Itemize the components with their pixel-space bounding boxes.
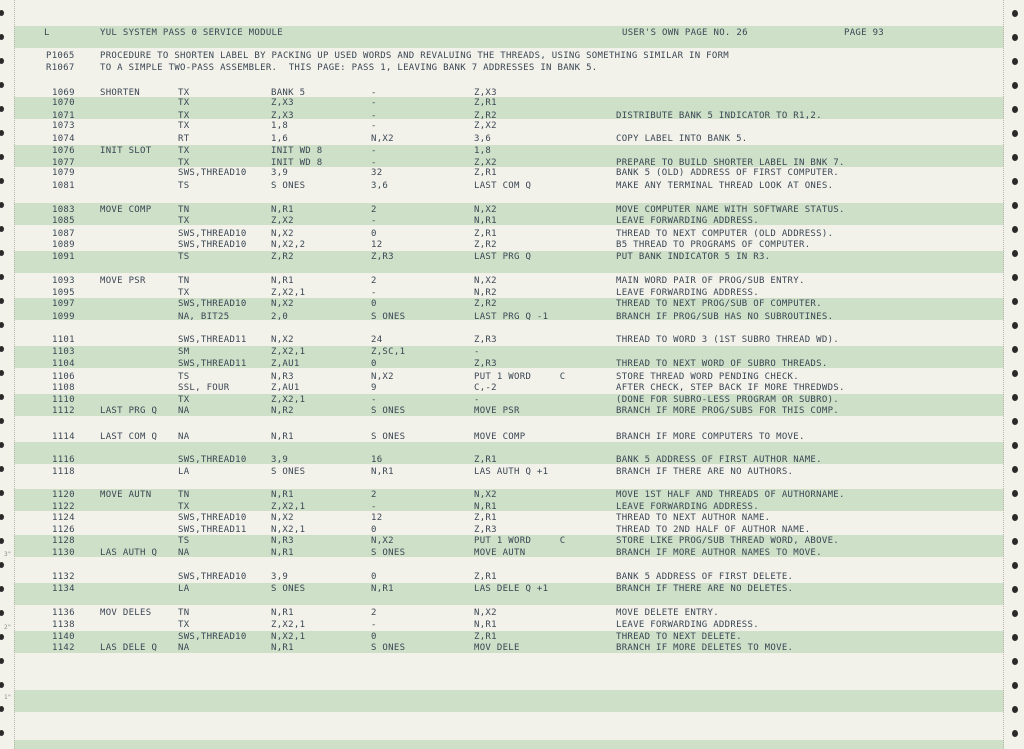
row-line-number: 1077 [52, 158, 75, 168]
row-operation: SWS,THREAD10 [178, 168, 247, 178]
row-operand-1: INIT WD 8 [271, 146, 323, 156]
row-operand-3: Z,X3 [474, 88, 497, 98]
row-operand-1: Z,X2,1 [271, 347, 306, 357]
row-comment: LEAVE FORWARDING ADDRESS. [616, 288, 759, 298]
row-operation: SSL, FOUR [178, 383, 230, 393]
procedure-line-2-text: TO A SIMPLE TWO-PASS ASSEMBLER. THIS PAGE: PASS 1, LEAVING BANK 7 ADDRESSES IN BANK 5. [100, 63, 598, 73]
row-operand-3: - [474, 395, 480, 405]
row-comment: THREAD TO WORD 3 (1ST SUBRO THREAD WD). [616, 335, 840, 345]
row-label: SHORTEN [100, 88, 141, 98]
row-operand-1: N,X2,1 [271, 632, 306, 642]
row-operation: TN [178, 205, 190, 215]
row-line-number: 1118 [52, 467, 75, 477]
row-operand-1: N,X2 [271, 335, 294, 345]
listing-row [0, 298, 1024, 310]
row-operand-2: - [371, 111, 377, 121]
row-operand-2: - [371, 395, 377, 405]
row-operation: TX [178, 121, 190, 131]
row-operand-2: 2 [371, 205, 377, 215]
row-operand-1: INIT WD 8 [271, 158, 323, 168]
row-line-number: 1130 [52, 548, 75, 558]
row-comment: LEAVE FORWARDING ADDRESS. [616, 216, 759, 226]
row-operand-2: 32 [371, 168, 383, 178]
row-operand-1: Z,X3 [271, 111, 294, 121]
row-comment: PUT BANK INDICATOR 5 IN R3. [616, 252, 771, 262]
row-operation: TX [178, 216, 190, 226]
row-label: LAS AUTH Q [100, 548, 158, 558]
header-page-number: PAGE 93 [844, 28, 885, 38]
row-line-number: 1089 [52, 240, 75, 250]
listing-row [0, 571, 1024, 583]
row-line-number: 1104 [52, 359, 75, 369]
row-operand-2: S ONES [371, 643, 406, 653]
row-line-number: 1108 [52, 383, 75, 393]
row-operand-1: N,R2 [271, 406, 294, 416]
row-operand-1: 1,6 [271, 134, 289, 144]
row-operand-3: MOVE COMP [474, 432, 526, 442]
row-comment: BANK 5 (OLD) ADDRESS OF FIRST COMPUTER. [616, 168, 840, 178]
listing-row [0, 489, 1024, 501]
row-operand-2: - [371, 121, 377, 131]
row-operation: TX [178, 620, 190, 630]
row-operand-1: 3,9 [271, 455, 289, 465]
row-operand-1: Z,X2,1 [271, 502, 306, 512]
listing-row [0, 358, 1024, 370]
row-comment: THREAD TO 2ND HALF OF AUTHOR NAME. [616, 525, 811, 535]
row-operand-3: Z,R3 [474, 335, 497, 345]
row-operand-3: LAST COM Q [474, 181, 532, 191]
row-line-number: 1106 [52, 372, 75, 382]
row-line-number: 1124 [52, 513, 75, 523]
listing-row [0, 431, 1024, 443]
row-operand-3: N,X2 [474, 490, 497, 500]
row-operation: TX [178, 146, 190, 156]
row-operand-3: LAST PRG Q -1 [474, 312, 549, 322]
row-comment: BRANCH IF THERE ARE NO DELETES. [616, 584, 794, 594]
row-operand-2: - [371, 158, 377, 168]
listing-row [0, 535, 1024, 547]
row-operation: NA, BIT25 [178, 312, 230, 322]
listing-row [0, 251, 1024, 263]
row-operation: TN [178, 490, 190, 500]
row-operand-3: N,R1 [474, 620, 497, 630]
row-operand-2: 16 [371, 455, 383, 465]
row-operand-2: S ONES [371, 406, 406, 416]
row-comment: MOVE DELETE ENTRY. [616, 608, 719, 618]
listing-row [0, 547, 1024, 559]
listing-row [0, 145, 1024, 157]
row-operation: TS [178, 372, 190, 382]
row-operand-3: Z,R1 [474, 229, 497, 239]
row-operation: SWS,THREAD10 [178, 632, 247, 642]
row-comment: THREAD TO NEXT AUTHOR NAME. [616, 513, 771, 523]
row-operand-2: 2 [371, 276, 377, 286]
row-operation: SWS,THREAD10 [178, 229, 247, 239]
listing-row [0, 619, 1024, 631]
row-line-number: 1120 [52, 490, 75, 500]
listing-row [0, 180, 1024, 192]
row-operand-3: Z,R2 [474, 299, 497, 309]
row-operand-3: Z,R3 [474, 359, 497, 369]
row-operand-1: BANK 5 [271, 88, 306, 98]
row-comment: THREAD TO NEXT WORD OF SUBRO THREADS. [616, 359, 828, 369]
row-line-number: 1132 [52, 572, 75, 582]
row-label: MOVE AUTN [100, 490, 152, 500]
row-operand-2: S ONES [371, 432, 406, 442]
row-operand-3: N,R1 [474, 216, 497, 226]
row-operand-2: 3,6 [371, 181, 389, 191]
row-operand-3: MOV DELE [474, 643, 520, 653]
row-operand-3: Z,X2 [474, 158, 497, 168]
row-operand-3: LAS DELE Q +1 [474, 584, 549, 594]
row-comment: BRANCH IF PROG/SUB HAS NO SUBROUTINES. [616, 312, 834, 322]
row-line-number: 1126 [52, 525, 75, 535]
row-operand-2: N,X2 [371, 372, 394, 382]
row-label: LAST PRG Q [100, 406, 158, 416]
row-operand-2: 2 [371, 490, 377, 500]
row-operand-2: S ONES [371, 312, 406, 322]
row-operand-1: N,X2,1 [271, 525, 306, 535]
row-comment: THREAD TO NEXT PROG/SUB OF COMPUTER. [616, 299, 822, 309]
procedure-line-2 [0, 62, 1024, 74]
row-line-number: 1134 [52, 584, 75, 594]
row-operation: TX [178, 98, 190, 108]
row-operand-2: 12 [371, 240, 383, 250]
row-line-number: 1116 [52, 455, 75, 465]
row-operand-1: Z,R2 [271, 252, 294, 262]
row-operand-3: C,-2 [474, 383, 497, 393]
row-operand-2: Z,R3 [371, 252, 394, 262]
row-comment: PREPARE TO BUILD SHORTER LABEL IN BNK 7. [616, 158, 845, 168]
row-operand-1: N,R1 [271, 643, 294, 653]
row-operand-2: - [371, 88, 377, 98]
row-operand-2: 9 [371, 383, 377, 393]
row-operand-3: N,X2 [474, 205, 497, 215]
row-operand-3: - [474, 347, 480, 357]
row-operand-1: N,R1 [271, 432, 294, 442]
row-line-number: 1073 [52, 121, 75, 131]
row-operand-1: S ONES [271, 584, 306, 594]
margin-mark-3in: 3" [4, 551, 12, 558]
listing-row [0, 275, 1024, 287]
row-line-number: 1070 [52, 98, 75, 108]
row-comment: MAKE ANY TERMINAL THREAD LOOK AT ONES. [616, 181, 834, 191]
row-operation: SWS,THREAD10 [178, 572, 247, 582]
row-operand-3: N,R2 [474, 288, 497, 298]
row-comment: BRANCH IF MORE DELETES TO MOVE. [616, 643, 794, 653]
row-line-number: 1097 [52, 299, 75, 309]
row-label: MOVE PSR [100, 276, 146, 286]
row-operand-2: - [371, 620, 377, 630]
listing-row [0, 215, 1024, 227]
row-comment: BANK 5 ADDRESS OF FIRST DELETE. [616, 572, 794, 582]
listing-row [0, 167, 1024, 179]
row-comment: BRANCH IF THERE ARE NO AUTHORS. [616, 467, 794, 477]
row-operand-3: 3,6 [474, 134, 492, 144]
row-operand-1: Z,X3 [271, 98, 294, 108]
row-comment: MAIN WORD PAIR OF PROG/SUB ENTRY. [616, 276, 805, 286]
row-operand-3: Z,R3 [474, 525, 497, 535]
row-line-number: 1081 [52, 181, 75, 191]
listing-row [0, 466, 1024, 478]
row-operand-2: S ONES [371, 548, 406, 558]
row-operand-1: Z,X2,1 [271, 620, 306, 630]
listing-row [0, 120, 1024, 132]
row-operation: SWS,THREAD11 [178, 525, 247, 535]
row-comment: DISTRIBUTE BANK 5 INDICATOR TO R1,2. [616, 111, 822, 121]
header-user-page: USER'S OWN PAGE NO. 26 [622, 28, 748, 38]
row-operand-3: PUT 1 WORD C [474, 372, 566, 382]
row-operand-2: 0 [371, 359, 377, 369]
row-operand-2: Z,SC,1 [371, 347, 406, 357]
row-operation: TN [178, 608, 190, 618]
row-comment: THREAD TO NEXT DELETE. [616, 632, 742, 642]
row-operand-1: N,R3 [271, 536, 294, 546]
row-operation: SWS,THREAD10 [178, 455, 247, 465]
row-comment: LEAVE FORWARDING ADDRESS. [616, 620, 759, 630]
listing-row [0, 583, 1024, 595]
row-line-number: 1093 [52, 276, 75, 286]
listing-row [0, 405, 1024, 417]
row-operation: TS [178, 181, 190, 191]
row-operand-1: N,X2 [271, 229, 294, 239]
row-operand-3: Z,R2 [474, 111, 497, 121]
row-operand-2: N,X2 [371, 134, 394, 144]
row-operation: TX [178, 288, 190, 298]
row-operand-2: 0 [371, 632, 377, 642]
page-header [0, 27, 1024, 39]
row-operand-3: Z,R1 [474, 513, 497, 523]
row-line-number: 1074 [52, 134, 75, 144]
row-operand-2: 2 [371, 608, 377, 618]
row-operand-3: Z,R1 [474, 98, 497, 108]
row-label: LAST COM Q [100, 432, 158, 442]
procedure-line-1-text: PROCEDURE TO SHORTEN LABEL BY PACKING UP USED WORDS AND REVALUING THE THREADS, USING SOMETHING SIMILAR IN FORM [100, 51, 730, 61]
row-line-number: 1103 [52, 347, 75, 357]
row-operand-1: N,R1 [271, 608, 294, 618]
row-operand-3: Z,R2 [474, 240, 497, 250]
row-operand-3: PUT 1 WORD C [474, 536, 566, 546]
row-operation: NA [178, 432, 190, 442]
row-operand-1: Z,X2 [271, 216, 294, 226]
row-operation: SWS,THREAD11 [178, 359, 247, 369]
row-operand-3: Z,X2 [474, 121, 497, 131]
row-operand-1: N,X2 [271, 513, 294, 523]
row-line-number: 1095 [52, 288, 75, 298]
listing-row [0, 334, 1024, 346]
listing-row [0, 382, 1024, 394]
row-operation: TS [178, 536, 190, 546]
row-comment: THREAD TO NEXT COMPUTER (OLD ADDRESS). [616, 229, 834, 239]
row-comment: BRANCH IF MORE AUTHOR NAMES TO MOVE. [616, 548, 822, 558]
row-operand-1: 1,8 [271, 121, 289, 131]
row-operand-2: N,X2 [371, 536, 394, 546]
header-left-mark: L [44, 28, 50, 38]
row-operand-3: Z,R1 [474, 455, 497, 465]
procedure-line-1-number: P1065 [46, 51, 75, 61]
row-comment: STORE LIKE PROG/SUB THREAD WORD, ABOVE. [616, 536, 840, 546]
row-operation: SWS,THREAD10 [178, 299, 247, 309]
row-operand-3: N,X2 [474, 608, 497, 618]
row-operand-1: 2,0 [271, 312, 289, 322]
row-operand-1: Z,AU1 [271, 383, 300, 393]
row-label: LAS DELE Q [100, 643, 158, 653]
row-line-number: 1069 [52, 88, 75, 98]
row-line-number: 1128 [52, 536, 75, 546]
row-operand-1: Z,X2,1 [271, 288, 306, 298]
row-operand-3: MOVE PSR [474, 406, 520, 416]
row-comment: BRANCH IF MORE COMPUTERS TO MOVE. [616, 432, 805, 442]
row-operation: LA [178, 584, 190, 594]
listing-row [0, 642, 1024, 654]
row-operand-1: N,X2 [271, 299, 294, 309]
row-line-number: 1083 [52, 205, 75, 215]
row-operation: SWS,THREAD10 [178, 240, 247, 250]
row-operation: TX [178, 502, 190, 512]
row-line-number: 1142 [52, 643, 75, 653]
row-operand-1: 3,9 [271, 572, 289, 582]
listing-row [0, 97, 1024, 109]
row-line-number: 1076 [52, 146, 75, 156]
row-operand-3: LAS AUTH Q +1 [474, 467, 549, 477]
row-operation: RT [178, 134, 190, 144]
row-operand-1: N,R3 [271, 372, 294, 382]
row-operand-1: S ONES [271, 181, 306, 191]
row-operand-2: - [371, 146, 377, 156]
row-operand-3: Z,R1 [474, 168, 497, 178]
row-operation: NA [178, 643, 190, 653]
row-operation: LA [178, 467, 190, 477]
row-operand-2: - [371, 502, 377, 512]
row-operation: TX [178, 111, 190, 121]
row-comment: MOVE 1ST HALF AND THREADS OF AUTHORNAME. [616, 490, 845, 500]
row-label: MOVE COMP [100, 205, 152, 215]
listing-row [0, 346, 1024, 358]
row-line-number: 1085 [52, 216, 75, 226]
row-operand-2: - [371, 216, 377, 226]
row-operand-2: 12 [371, 513, 383, 523]
row-line-number: 1087 [52, 229, 75, 239]
row-operand-2: 0 [371, 299, 377, 309]
row-comment: (DONE FOR SUBRO-LESS PROGRAM OR SUBRO). [616, 395, 840, 405]
row-operand-3: MOVE AUTN [474, 548, 526, 558]
listing-row [0, 133, 1024, 145]
row-operation: NA [178, 406, 190, 416]
row-comment: LEAVE FORWARDING ADDRESS. [616, 502, 759, 512]
listing-row [0, 607, 1024, 619]
row-label: MOV DELES [100, 608, 152, 618]
row-line-number: 1136 [52, 608, 75, 618]
margin-mark-2in: 2" [4, 624, 12, 631]
row-operation: TS [178, 252, 190, 262]
row-operand-2: N,R1 [371, 467, 394, 477]
row-operand-1: N,R1 [271, 205, 294, 215]
row-line-number: 1079 [52, 168, 75, 178]
row-label: INIT SLOT [100, 146, 152, 156]
row-operand-1: N,R1 [271, 490, 294, 500]
listing-row [0, 454, 1024, 466]
row-operand-2: - [371, 288, 377, 298]
row-operand-2: 0 [371, 525, 377, 535]
row-operand-3: 1,8 [474, 146, 492, 156]
row-line-number: 1071 [52, 111, 75, 121]
row-operand-2: 0 [371, 229, 377, 239]
header-title: YUL SYSTEM PASS 0 SERVICE MODULE [100, 28, 283, 38]
row-comment: STORE THREAD WORD PENDING CHECK. [616, 372, 799, 382]
row-operand-1: 3,9 [271, 168, 289, 178]
row-operand-1: Z,X2,1 [271, 395, 306, 405]
row-operation: TN [178, 276, 190, 286]
row-operation: SWS,THREAD11 [178, 335, 247, 345]
row-operation: TX [178, 395, 190, 405]
row-comment: B5 THREAD TO PROGRAMS OF COMPUTER. [616, 240, 811, 250]
procedure-line-2-number: R1067 [46, 63, 75, 73]
row-operand-1: N,R1 [271, 276, 294, 286]
row-comment: COPY LABEL INTO BANK 5. [616, 134, 748, 144]
row-operation: NA [178, 548, 190, 558]
row-comment: BANK 5 ADDRESS OF FIRST AUTHOR NAME. [616, 455, 822, 465]
row-operand-2: N,R1 [371, 584, 394, 594]
row-operand-1: N,X2,2 [271, 240, 306, 250]
row-line-number: 1112 [52, 406, 75, 416]
row-operand-1: S ONES [271, 467, 306, 477]
listing-row [0, 239, 1024, 251]
row-operand-3: Z,R1 [474, 572, 497, 582]
row-operand-2: 24 [371, 335, 383, 345]
row-comment: AFTER CHECK, STEP BACK IF MORE THREDWDS. [616, 383, 845, 393]
row-operation: SWS,THREAD10 [178, 513, 247, 523]
row-line-number: 1140 [52, 632, 75, 642]
row-operation: TX [178, 88, 190, 98]
row-comment: BRANCH IF MORE PROG/SUBS FOR THIS COMP. [616, 406, 840, 416]
row-line-number: 1101 [52, 335, 75, 345]
margin-mark-1in: 1" [4, 694, 12, 701]
row-line-number: 1114 [52, 432, 75, 442]
row-operand-2: - [371, 98, 377, 108]
row-line-number: 1110 [52, 395, 75, 405]
row-line-number: 1138 [52, 620, 75, 630]
row-operation: TX [178, 158, 190, 168]
procedure-line-1 [0, 50, 1024, 62]
row-line-number: 1091 [52, 252, 75, 262]
listing-row [0, 512, 1024, 524]
row-operand-2: 0 [371, 572, 377, 582]
row-operand-3: LAST PRG Q [474, 252, 532, 262]
listing-row [0, 311, 1024, 323]
row-operand-3: N,R1 [474, 502, 497, 512]
row-operand-1: N,R1 [271, 548, 294, 558]
row-operation: SM [178, 347, 190, 357]
row-line-number: 1122 [52, 502, 75, 512]
row-operand-1: Z,AU1 [271, 359, 300, 369]
row-operand-3: N,X2 [474, 276, 497, 286]
row-comment: MOVE COMPUTER NAME WITH SOFTWARE STATUS. [616, 205, 845, 215]
row-line-number: 1099 [52, 312, 75, 322]
row-operand-3: Z,R1 [474, 632, 497, 642]
